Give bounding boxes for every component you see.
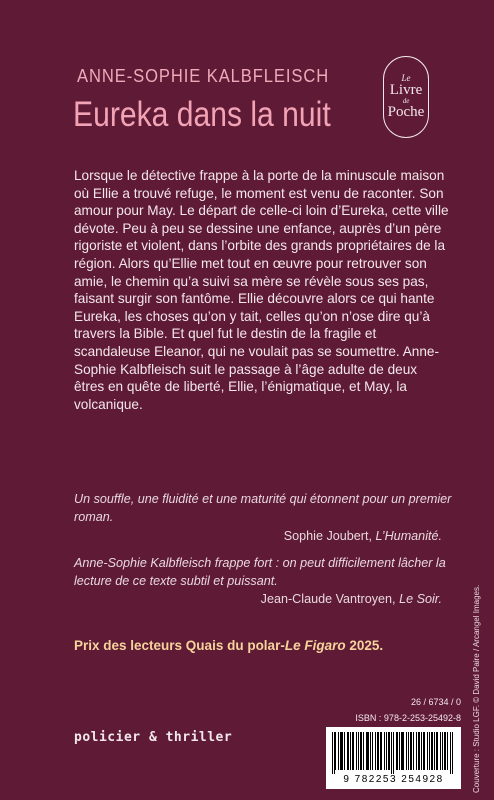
barcode-bar xyxy=(444,732,445,770)
press-quote-1: Un souffle, une fluidité et une maturité qui étonnent pour un premier roman. xyxy=(74,492,452,524)
barcode-bar xyxy=(377,732,378,770)
synopsis xyxy=(74,167,450,413)
genre-label: policier & thriller xyxy=(74,730,233,745)
barcode-bar xyxy=(372,732,373,770)
prize-prefix: Prix des lecteurs Quais du polar- xyxy=(74,638,285,653)
press-quote-1-attribution xyxy=(284,529,442,543)
barcode-bar xyxy=(406,732,407,770)
barcode-bar xyxy=(350,732,351,770)
barcode-bar xyxy=(356,732,357,770)
barcode-bar xyxy=(397,732,398,770)
logo-line-1: Le xyxy=(401,73,411,83)
book-title: Eureka dans la nuit xyxy=(73,95,331,134)
prize-year: 2025. xyxy=(349,638,384,653)
barcode-bar xyxy=(440,732,441,770)
barcode-bar xyxy=(389,732,390,770)
barcode-bar xyxy=(335,732,336,770)
barcode-bar xyxy=(378,732,379,770)
barcode-bar xyxy=(413,732,414,770)
barcode-bar xyxy=(384,732,385,770)
barcode-bar xyxy=(348,732,349,770)
synopsis-text: Lorsque le détective frappe à la porte de la minuscule maison où Ellie a trouvé refuge, le moment est venu de raconter. Son amour pour May. Le départ de celle-ci loin d’Eureka, cette ville dévote. Peu à peu se dessine une enfance, auprès d’un père rigoriste et violent, dans l’orbite des grands propriétaires de la région. Alors qu’Ellie met tout en œuvre pour retrouver son amie, le chemin qu’a suivi sa mère se révèle sous ses pas, faisant surgir son fantôme. Ellie découvre alors ce qui hante Eureka, les choses qu’on y tait, celles qu’on n’ose dire qu’à travers la Bible. Et quel fut le destin de la fragile et scandaleuse Eleanor, qui ne voulait pas se soumettre. Anne-Sophie Kalbfleisch suit le passage à l’âge adulte de deux êtres en quête de liberté, Ellie, l’énigmatique, et May, la volcanique. xyxy=(74,168,449,412)
barcode-bar xyxy=(340,732,341,770)
logo-line-4: Poche xyxy=(387,104,425,120)
barcode-bar xyxy=(358,732,359,770)
barcode-bar xyxy=(432,732,433,770)
prize-publication: Le Figaro xyxy=(284,638,346,653)
barcode-bar xyxy=(332,732,333,774)
barcode-bar xyxy=(424,732,425,770)
barcode-bar xyxy=(403,732,404,770)
barcode-bar xyxy=(368,732,369,770)
cover-credit: Couverture : Studio LGF. © David Paire / Arcangel Images. xyxy=(472,584,481,793)
logo-line-3: de xyxy=(402,97,410,105)
barcode-bar xyxy=(381,732,382,770)
barcode-bar xyxy=(434,732,435,770)
barcode-bar xyxy=(429,732,430,770)
barcode-bar xyxy=(396,732,397,770)
quote-1-author: Sophie Joubert, xyxy=(283,529,372,543)
barcode-bar xyxy=(450,732,451,774)
barcode-bar xyxy=(334,732,335,774)
barcode-digits: 9 782253 254928 xyxy=(343,774,444,785)
barcode-bar xyxy=(375,732,376,770)
barcode-bar xyxy=(452,732,453,774)
barcode-bar xyxy=(344,732,345,770)
author-name: ANNE-SOPHIE KALBFLEISCH xyxy=(77,66,330,86)
publisher-logo xyxy=(383,56,429,138)
barcode-bar xyxy=(411,732,412,770)
prize-line xyxy=(74,638,383,653)
barcode-bar xyxy=(388,732,389,770)
barcode-bar xyxy=(391,732,392,774)
barcode-bar xyxy=(370,732,371,770)
barcode-bar xyxy=(421,732,422,770)
barcode-bar xyxy=(436,732,437,770)
barcode-bar xyxy=(366,732,367,770)
barcode-bar xyxy=(386,732,387,770)
barcode-bar xyxy=(361,732,362,770)
quote-1-source: L’Humanité. xyxy=(375,529,442,543)
press-quote-2-attribution xyxy=(261,592,442,606)
barcode-bar xyxy=(363,732,364,770)
barcode-bar xyxy=(427,732,428,770)
barcode-bar xyxy=(380,732,381,770)
barcode-bar xyxy=(416,732,417,770)
barcode-bar xyxy=(442,732,443,770)
barcode-bar xyxy=(352,732,353,770)
barcode-bar xyxy=(360,732,361,770)
isbn-code: ISBN : 978-2-253-25492-8 xyxy=(355,713,461,723)
barcode-bar xyxy=(341,732,342,770)
barcode-bars xyxy=(332,732,455,774)
barcode-bar xyxy=(410,732,411,770)
barcode-bar xyxy=(347,732,348,770)
barcode-bar xyxy=(353,732,354,770)
barcode-bar xyxy=(447,732,448,770)
barcode-bar xyxy=(338,732,339,770)
barcode-bar xyxy=(437,732,438,770)
logo-line-2: Livre xyxy=(389,82,423,98)
barcode-bar xyxy=(393,732,394,774)
barcode-bar xyxy=(342,732,343,770)
barcode-bar xyxy=(418,732,419,770)
barcode-bar xyxy=(445,732,446,770)
quote-2-source: Le Soir. xyxy=(399,592,442,606)
quote-2-author: Jean-Claude Vantroyen, xyxy=(260,592,396,606)
reference-code: 26 / 6734 / 0 xyxy=(410,697,461,707)
barcode-bar xyxy=(431,732,432,770)
barcode-bar xyxy=(423,732,424,770)
barcode-bar xyxy=(402,732,403,770)
press-quote-2: Anne-Sophie Kalbfleisch frappe fort : on peut difficilement lâcher la lecture de ce texte subtil et puissant. xyxy=(74,556,446,588)
barcode-bar xyxy=(408,732,409,770)
barcode xyxy=(326,727,461,789)
barcode-bar xyxy=(419,732,420,770)
barcode-bar xyxy=(399,732,400,770)
barcode-bar xyxy=(401,732,402,770)
barcode-bar xyxy=(367,732,368,770)
